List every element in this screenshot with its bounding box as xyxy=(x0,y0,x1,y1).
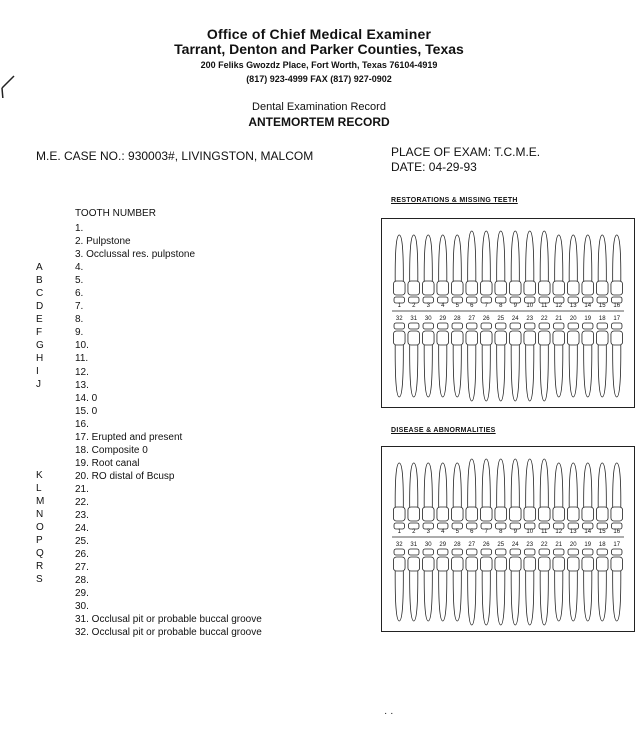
restorations-lower-occlusal xyxy=(583,323,593,329)
address-line: 200 Feliks Gwozdz Place, Fort Worth, Texas 76104-4919 xyxy=(200,60,438,70)
disease-lower-crown xyxy=(524,557,536,571)
disease-lower-crown xyxy=(538,557,550,571)
restorations-lower-occlusal xyxy=(394,323,404,329)
tooth-entry: 12. xyxy=(75,366,89,378)
restorations-lower-number: 31 xyxy=(410,316,418,322)
restorations-lower-number: 22 xyxy=(540,316,548,322)
restorations-upper-number: 7 xyxy=(484,303,488,309)
disease-upper-crown xyxy=(538,507,550,521)
disease-upper-root xyxy=(584,463,592,507)
disease-lower-root xyxy=(555,571,563,621)
place-of-exam: PLACE OF EXAM: T.C.M.E. xyxy=(391,145,541,159)
disease-lower-root xyxy=(598,571,606,621)
disease-lower-occlusal xyxy=(467,549,477,555)
disease-lower-root xyxy=(468,571,476,625)
disease-upper-number: 16 xyxy=(613,529,621,535)
restorations-upper-number: 9 xyxy=(513,303,517,309)
restorations-lower-root xyxy=(468,345,476,401)
restorations-upper-root xyxy=(497,231,505,281)
primary-letter: D xyxy=(36,301,44,313)
restorations-upper-crown xyxy=(524,281,536,295)
restorations-upper-number: 1 xyxy=(397,303,401,309)
restorations-upper-crown xyxy=(495,281,507,295)
disease-upper-number: 11 xyxy=(541,529,548,535)
disease-lower-crown xyxy=(495,557,507,571)
disease-upper-root xyxy=(511,459,519,507)
restorations-upper-root xyxy=(613,235,621,281)
primary-letter: R xyxy=(36,561,44,573)
tooth-entry: 23. xyxy=(75,510,89,522)
tooth-entry: 4. xyxy=(75,262,84,274)
disease-lower-number: 19 xyxy=(584,542,592,548)
tooth-entry: 9. xyxy=(75,327,84,339)
restorations-lower-root xyxy=(584,345,592,397)
disease-lower-root xyxy=(439,571,447,621)
restorations-upper-root xyxy=(526,231,534,281)
disease-upper-root xyxy=(453,463,461,507)
restorations-lower-crown xyxy=(393,331,405,345)
disease-lower-number: 22 xyxy=(540,542,548,548)
tooth-entry: 25. xyxy=(75,536,89,548)
restorations-chart xyxy=(381,218,635,408)
restorations-lower-number: 27 xyxy=(468,316,476,322)
disease-lower-crown xyxy=(437,557,449,571)
restorations-upper-number: 10 xyxy=(526,303,534,309)
disease-lower-number: 17 xyxy=(613,542,621,548)
restorations-upper-number: 13 xyxy=(569,303,577,309)
restorations-lower-number: 25 xyxy=(497,316,505,322)
restorations-lower-number: 20 xyxy=(569,316,577,322)
disease-upper-root xyxy=(395,463,403,507)
disease-upper-root xyxy=(468,459,476,507)
disease-lower-occlusal xyxy=(597,549,607,555)
disease-upper-crown xyxy=(437,507,449,521)
restorations-lower-crown xyxy=(553,331,565,345)
restorations-upper-root xyxy=(468,231,476,281)
disease-lower-number: 31 xyxy=(410,542,418,548)
tooth-entry: 30. xyxy=(75,601,89,613)
restorations-lower-occlusal xyxy=(539,323,549,329)
disease-lower-occlusal xyxy=(438,549,448,555)
disease-lower-number: 21 xyxy=(555,542,563,548)
disease-lower-crown xyxy=(480,557,492,571)
disease-upper-crown xyxy=(509,507,521,521)
record-subtype: ANTEMORTEM RECORD xyxy=(248,115,390,129)
disease-lower-root xyxy=(569,571,577,621)
restorations-upper-number: 3 xyxy=(426,303,430,309)
disease-upper-root xyxy=(569,463,577,507)
primary-letter: S xyxy=(36,574,43,586)
case-number: M.E. CASE NO.: 930003#, LIVINGSTON, MALCOM xyxy=(36,149,314,163)
restorations-upper-number: 8 xyxy=(499,303,503,309)
disease-lower-root xyxy=(511,571,519,625)
disease-upper-number: 8 xyxy=(499,529,503,535)
disease-lower-occlusal xyxy=(481,549,491,555)
restorations-lower-crown xyxy=(480,331,492,345)
disease-upper-number: 13 xyxy=(569,529,577,535)
restorations-lower-root xyxy=(555,345,563,397)
restorations-lower-occlusal xyxy=(568,323,578,329)
tooth-entry: 31. Occlusal pit or probable buccal groove xyxy=(75,614,262,626)
disease-chart xyxy=(381,446,635,632)
disease-upper-root xyxy=(555,463,563,507)
disease-lower-crown xyxy=(611,557,623,571)
restorations-upper-crown xyxy=(553,281,565,295)
disease-upper-crown xyxy=(582,507,594,521)
restorations-title: RESTORATIONS & MISSING TEETH xyxy=(391,197,518,204)
restorations-lower-number: 30 xyxy=(424,316,432,322)
restorations-lower-root xyxy=(395,345,403,397)
restorations-lower-root xyxy=(540,345,548,401)
restorations-upper-number: 4 xyxy=(441,303,445,309)
disease-lower-number: 27 xyxy=(468,542,476,548)
disease-lower-crown xyxy=(408,557,420,571)
restorations-lower-occlusal xyxy=(467,323,477,329)
restorations-lower-crown xyxy=(567,331,579,345)
restorations-lower-root xyxy=(453,345,461,397)
disease-lower-number: 30 xyxy=(424,542,432,548)
restorations-lower-root xyxy=(526,345,534,401)
disease-lower-occlusal xyxy=(568,549,578,555)
primary-letter: G xyxy=(36,340,44,352)
disease-upper-root xyxy=(540,459,548,507)
restorations-lower-number: 23 xyxy=(526,316,534,322)
disease-lower-root xyxy=(395,571,403,621)
restorations-lower-root xyxy=(410,345,418,397)
primary-letter: N xyxy=(36,509,44,521)
restorations-upper-root xyxy=(482,231,490,281)
record-type: Dental Examination Record xyxy=(252,101,386,113)
primary-letter: I xyxy=(36,366,39,378)
disease-lower-number: 28 xyxy=(453,542,461,548)
primary-letter: F xyxy=(36,327,43,339)
disease-lower-occlusal xyxy=(423,549,433,555)
restorations-lower-crown xyxy=(437,331,449,345)
disease-lower-number: 29 xyxy=(439,542,447,548)
restorations-upper-crown xyxy=(422,281,434,295)
disease-upper-number: 6 xyxy=(470,529,474,535)
disease-lower-crown xyxy=(582,557,594,571)
restorations-upper-crown xyxy=(582,281,594,295)
disease-lower-occlusal xyxy=(394,549,404,555)
disease-lower-occlusal xyxy=(496,549,506,555)
restorations-upper-root xyxy=(598,235,606,281)
disease-lower-number: 20 xyxy=(569,542,577,548)
restorations-lower-root xyxy=(482,345,490,401)
restorations-lower-occlusal xyxy=(554,323,564,329)
disease-lower-crown xyxy=(422,557,434,571)
primary-letter: E xyxy=(36,314,43,326)
counties-title: Tarrant, Denton and Parker Counties, Texas xyxy=(174,41,464,57)
restorations-upper-crown xyxy=(466,281,478,295)
restorations-lower-number: 17 xyxy=(613,316,621,322)
tooth-entry: 22. xyxy=(75,496,89,508)
disease-lower-root xyxy=(584,571,592,621)
disease-upper-root xyxy=(424,463,432,507)
disease-upper-number: 4 xyxy=(441,529,445,535)
primary-letter: L xyxy=(36,483,42,495)
disease-upper-crown xyxy=(495,507,507,521)
restorations-lower-root xyxy=(424,345,432,397)
restorations-lower-crown xyxy=(509,331,521,345)
restorations-upper-number: 11 xyxy=(541,303,548,309)
restorations-upper-root xyxy=(439,235,447,281)
disease-title: DISEASE & ABNORMALITIES xyxy=(391,427,496,434)
disease-lower-occlusal xyxy=(554,549,564,555)
disease-upper-crown xyxy=(524,507,536,521)
primary-letter: Q xyxy=(36,548,44,560)
restorations-lower-occlusal xyxy=(423,323,433,329)
restorations-upper-number: 12 xyxy=(555,303,563,309)
tooth-entry: 17. Erupted and present xyxy=(75,431,183,443)
disease-upper-number: 5 xyxy=(455,529,459,535)
disease-lower-crown xyxy=(596,557,608,571)
disease-lower-root xyxy=(410,571,418,621)
disease-lower-occlusal xyxy=(539,549,549,555)
restorations-lower-occlusal xyxy=(452,323,462,329)
disease-lower-root xyxy=(453,571,461,621)
disease-upper-root xyxy=(410,463,418,507)
restorations-upper-crown xyxy=(437,281,449,295)
disease-lower-crown xyxy=(567,557,579,571)
disease-upper-root xyxy=(598,463,606,507)
scan-dots: · · xyxy=(384,708,394,719)
disease-lower-root xyxy=(613,571,621,621)
restorations-lower-occlusal xyxy=(496,323,506,329)
primary-letter: M xyxy=(36,496,45,508)
restorations-upper-root xyxy=(395,235,403,281)
disease-upper-number: 14 xyxy=(584,529,592,535)
disease-upper-number: 9 xyxy=(513,529,517,535)
restorations-lower-crown xyxy=(611,331,623,345)
disease-upper-root xyxy=(497,459,505,507)
restorations-lower-occlusal xyxy=(525,323,535,329)
disease-upper-number: 1 xyxy=(397,529,401,535)
tooth-entry: 24. xyxy=(75,523,89,535)
restorations-lower-number: 24 xyxy=(511,316,519,322)
tooth-entry: 11. xyxy=(75,353,89,365)
tooth-entry: 10. xyxy=(75,340,89,352)
tooth-entry: 32. Occlusal pit or probable buccal groove xyxy=(75,627,262,639)
restorations-lower-number: 21 xyxy=(555,316,563,322)
tooth-entry: 16. xyxy=(75,418,89,430)
primary-letter: J xyxy=(36,379,41,391)
restorations-upper-root xyxy=(555,235,563,281)
restorations-lower-crown xyxy=(596,331,608,345)
restorations-upper-crown xyxy=(611,281,623,295)
disease-lower-occlusal xyxy=(612,549,622,555)
primary-letter: B xyxy=(36,275,43,287)
tooth-entry: 29. xyxy=(75,588,89,600)
disease-lower-occlusal xyxy=(510,549,520,555)
disease-upper-number: 7 xyxy=(484,529,488,535)
restorations-upper-crown xyxy=(596,281,608,295)
disease-diagram xyxy=(382,447,634,631)
restorations-lower-occlusal xyxy=(409,323,419,329)
disease-lower-number: 32 xyxy=(395,542,403,548)
tooth-number-heading: TOOTH NUMBER xyxy=(75,208,156,219)
restorations-upper-crown xyxy=(393,281,405,295)
restorations-lower-crown xyxy=(524,331,536,345)
disease-lower-crown xyxy=(451,557,463,571)
disease-lower-crown xyxy=(393,557,405,571)
primary-letters-upper xyxy=(36,261,44,391)
restorations-lower-crown xyxy=(408,331,420,345)
restorations-lower-occlusal xyxy=(481,323,491,329)
restorations-upper-root xyxy=(540,231,548,281)
restorations-lower-root xyxy=(497,345,505,401)
restorations-upper-number: 14 xyxy=(584,303,592,309)
disease-lower-occlusal xyxy=(525,549,535,555)
restorations-lower-crown xyxy=(451,331,463,345)
restorations-lower-root xyxy=(613,345,621,397)
disease-lower-number: 26 xyxy=(482,542,490,548)
primary-letter: P xyxy=(36,535,43,547)
restorations-upper-root xyxy=(511,231,519,281)
disease-upper-crown xyxy=(553,507,565,521)
primary-letters-lower xyxy=(36,469,44,586)
restorations-lower-crown xyxy=(538,331,550,345)
tooth-entry: 13. xyxy=(75,379,89,391)
restorations-lower-occlusal xyxy=(597,323,607,329)
disease-upper-crown xyxy=(451,507,463,521)
disease-upper-number: 10 xyxy=(526,529,534,535)
tooth-entry: 15. 0 xyxy=(75,405,98,417)
disease-lower-root xyxy=(424,571,432,621)
disease-lower-crown xyxy=(553,557,565,571)
restorations-lower-number: 29 xyxy=(439,316,447,322)
disease-upper-crown xyxy=(596,507,608,521)
tooth-entry: 28. xyxy=(75,575,89,587)
disease-upper-crown xyxy=(393,507,405,521)
restorations-upper-number: 16 xyxy=(613,303,621,309)
restorations-lower-occlusal xyxy=(612,323,622,329)
disease-upper-number: 12 xyxy=(555,529,563,535)
disease-upper-crown xyxy=(466,507,478,521)
disease-lower-crown xyxy=(466,557,478,571)
tooth-entry: 14. 0 xyxy=(75,392,98,404)
restorations-lower-number: 28 xyxy=(453,316,461,322)
disease-upper-number: 3 xyxy=(426,529,430,535)
restorations-upper-crown xyxy=(567,281,579,295)
primary-letter: H xyxy=(36,353,44,365)
disease-lower-root xyxy=(526,571,534,625)
disease-lower-number: 24 xyxy=(511,542,519,548)
disease-upper-crown xyxy=(480,507,492,521)
phone-fax-line: (817) 923-4999 FAX (817) 927-0902 xyxy=(246,74,392,84)
exam-date: DATE: 04-29-93 xyxy=(391,160,477,174)
disease-lower-number: 23 xyxy=(526,542,534,548)
disease-upper-root xyxy=(482,459,490,507)
tooth-entry: 8. xyxy=(75,314,84,326)
tooth-entries-list xyxy=(75,222,262,640)
tooth-entry: 3. Occlussal res. pulpstone xyxy=(75,249,196,261)
disease-upper-root xyxy=(439,463,447,507)
restorations-upper-crown xyxy=(451,281,463,295)
primary-letter: K xyxy=(36,470,43,481)
restorations-lower-number: 19 xyxy=(584,316,592,322)
tooth-entry: 19. Root canal xyxy=(75,457,140,469)
restorations-lower-root xyxy=(511,345,519,401)
restorations-lower-root xyxy=(598,345,606,397)
disease-lower-number: 25 xyxy=(497,542,505,548)
tooth-entry: 2. Pulpstone xyxy=(75,236,131,248)
restorations-lower-root xyxy=(569,345,577,397)
restorations-upper-root xyxy=(569,235,577,281)
restorations-lower-root xyxy=(439,345,447,397)
restorations-lower-occlusal xyxy=(438,323,448,329)
primary-letter: A xyxy=(36,262,43,273)
restorations-diagram xyxy=(382,219,634,407)
disease-lower-occlusal xyxy=(409,549,419,555)
disease-upper-number: 2 xyxy=(412,529,416,535)
restorations-upper-root xyxy=(453,235,461,281)
restorations-lower-occlusal xyxy=(510,323,520,329)
tooth-entry: 5. xyxy=(75,275,84,287)
disease-lower-root xyxy=(540,571,548,625)
tooth-entry: 26. xyxy=(75,549,89,561)
disease-upper-crown xyxy=(567,507,579,521)
restorations-upper-crown xyxy=(538,281,550,295)
restorations-lower-crown xyxy=(466,331,478,345)
restorations-upper-crown xyxy=(480,281,492,295)
restorations-lower-number: 18 xyxy=(598,316,606,322)
primary-letter: C xyxy=(36,288,44,300)
disease-lower-crown xyxy=(509,557,521,571)
disease-lower-occlusal xyxy=(583,549,593,555)
tooth-entry: 27. xyxy=(75,562,89,574)
tooth-entry: 20. RO distal of Bcusp xyxy=(75,470,175,482)
disease-upper-root xyxy=(526,459,534,507)
disease-lower-root xyxy=(482,571,490,625)
disease-upper-crown xyxy=(408,507,420,521)
restorations-upper-number: 5 xyxy=(455,303,459,309)
tooth-entry: 6. xyxy=(75,288,84,300)
restorations-upper-root xyxy=(410,235,418,281)
scan-mark xyxy=(0,48,20,98)
restorations-lower-crown xyxy=(422,331,434,345)
restorations-upper-number: 2 xyxy=(412,303,416,309)
tooth-entry: 21. xyxy=(75,483,89,495)
disease-lower-number: 18 xyxy=(598,542,606,548)
restorations-upper-crown xyxy=(408,281,420,295)
tooth-entry: 18. Composite 0 xyxy=(75,444,148,456)
restorations-lower-crown xyxy=(495,331,507,345)
restorations-lower-number: 26 xyxy=(482,316,490,322)
disease-lower-occlusal xyxy=(452,549,462,555)
tooth-entry: 1. xyxy=(75,223,84,234)
restorations-lower-number: 32 xyxy=(395,316,403,322)
restorations-upper-crown xyxy=(509,281,521,295)
disease-lower-root xyxy=(497,571,505,625)
restorations-upper-root xyxy=(424,235,432,281)
restorations-upper-number: 6 xyxy=(470,303,474,309)
disease-upper-root xyxy=(613,463,621,507)
primary-letter: O xyxy=(36,522,44,534)
disease-upper-crown xyxy=(611,507,623,521)
restorations-lower-crown xyxy=(582,331,594,345)
tooth-entry: 7. xyxy=(75,301,84,313)
disease-upper-crown xyxy=(422,507,434,521)
restorations-upper-root xyxy=(584,235,592,281)
restorations-upper-number: 15 xyxy=(598,303,606,309)
disease-upper-number: 15 xyxy=(598,529,606,535)
office-title: Office of Chief Medical Examiner xyxy=(206,26,432,42)
